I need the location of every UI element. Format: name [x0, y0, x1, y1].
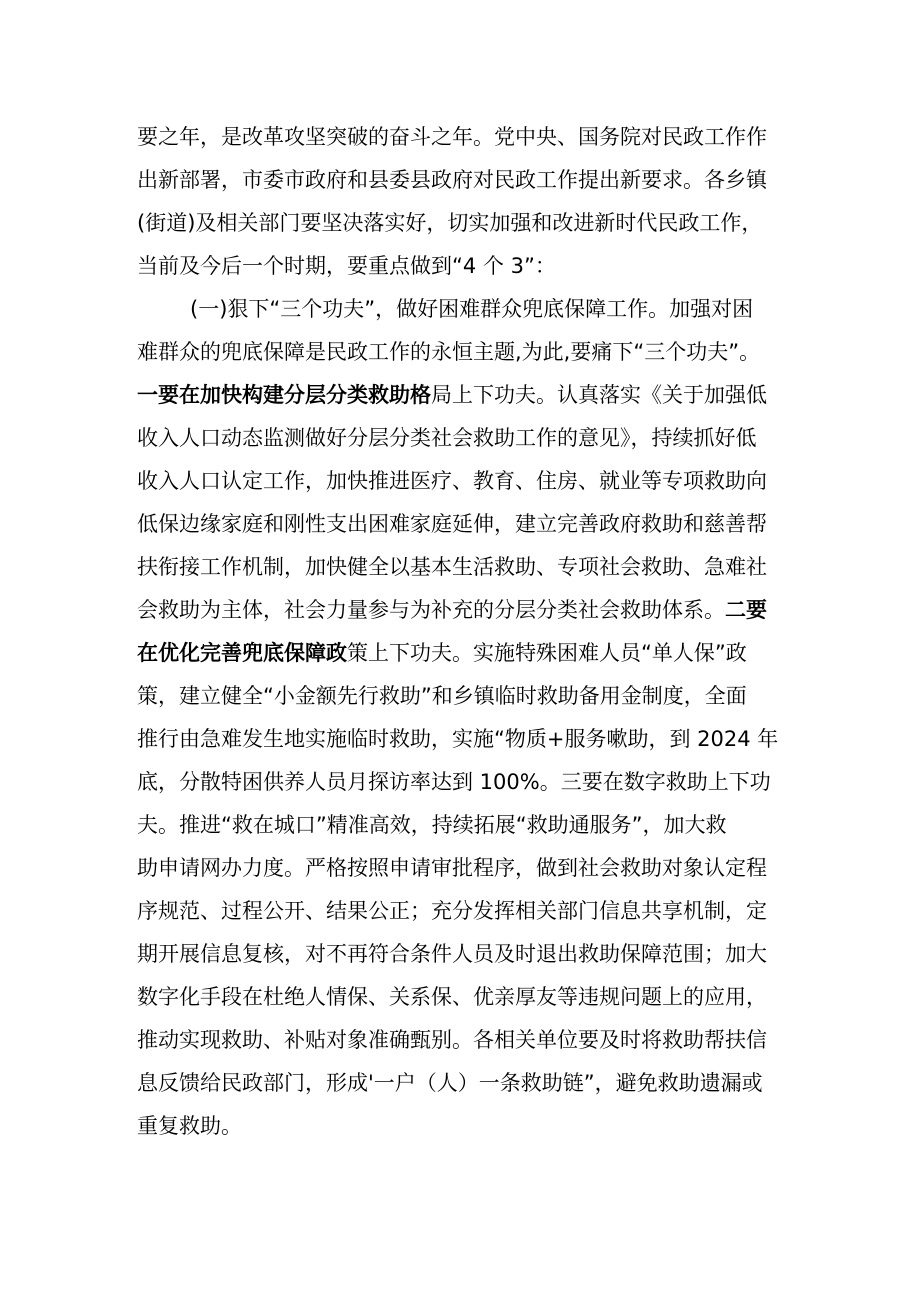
paragraph-line: 扶衔接工作机制，加快健全以基本生活救助、专项社会救助、急难社	[137, 555, 767, 579]
paragraph-line: 助申请网办力度。严格按照申请审批程序，做到社会救助对象认定程	[137, 856, 767, 880]
paragraph-line: 推行由急难发生地实施临时救助，实施“物质+服务嗽助，到 2024 年	[137, 727, 779, 751]
paragraph-line: 收入人口认定工作，加快推进医疗、教育、住房、就业等专项救助向	[137, 469, 767, 493]
paragraph-line	[137, 632, 817, 675]
section-heading-line: (一)狠下“三个功夫”，做好困难群众兜底保障工作。加强对困	[190, 297, 754, 321]
paragraph-line: 息反馈给民政部门，形成'一户（人）一条救助链”，避免救助遗漏或	[137, 1071, 763, 1095]
paragraph-line: 收入人口动态监测做好分层分类社会救助工作的意见》，持续抓好低	[137, 426, 757, 450]
paragraph-line: 底，分散特困供养人员月探访率达到 100%。三要在数字救助上下功	[137, 770, 771, 794]
bold-phrase: 在优化完善兜底保障政	[137, 641, 347, 665]
paragraph-line: 低保边缘家庭和刚性支出困难家庭延伸，建立完善政府救助和慈善帮	[137, 512, 767, 536]
bold-phrase: 一要在加快构建分层分类救助格	[137, 383, 431, 407]
paragraph-line: 要之年，是改革攻坚突破的奋斗之年。党中央、国务院对民政工作作	[137, 125, 767, 149]
paragraph-line: 推动实现救助、补贴对象准确甄别。各相关单位要及时将救助帮扶信	[137, 1028, 767, 1052]
paragraph-line: 难群众的兜底保障是民政工作的永恒主题,为此,要痛下“三个功夫”。	[137, 340, 761, 364]
paragraph-line: 当前及今后一个时期，要重点做到“4 个 3”：	[137, 254, 556, 278]
paragraph-line	[137, 374, 817, 417]
line-text: 会救助为主体，社会力量参与为补充的分层分类社会救助体系。	[137, 598, 725, 622]
paragraph-line: 重复救助。	[137, 1114, 242, 1138]
paragraph-line: 策，建立健全“小金额先行救助”和乡镇临时救助备用金制度，全面	[137, 684, 747, 708]
line-text: 局上下功夫。认真落实《关于加强低	[431, 383, 767, 407]
bold-phrase: 二要	[725, 598, 767, 622]
paragraph-line: 夫。推进“救在城口”精准高效，持续拓展“救助通服务”，加大救	[137, 813, 727, 837]
paragraph-line: (街道)及相关部门要坚决落实好，切实加强和改进新时代民政工作，	[137, 211, 763, 235]
paragraph-line: 期开展信息复核，对不再符合条件人员及时退出救助保障范围；加大	[137, 942, 767, 966]
paragraph-line: 序规范、过程公开、结果公正；充分发挥相关部门信息共享机制，定	[137, 899, 767, 923]
paragraph-line	[137, 589, 817, 632]
paragraph-line: 数字化手段在杜绝人情保、关系保、优亲厚友等违规问题上的应用，	[137, 985, 767, 1009]
paragraph-line: 出新部署，市委市政府和县委县政府对民政工作提出新要求。各乡镇	[137, 168, 767, 192]
line-text: 策上下功夫。实施特殊困难人员“单人保”政	[347, 641, 747, 665]
